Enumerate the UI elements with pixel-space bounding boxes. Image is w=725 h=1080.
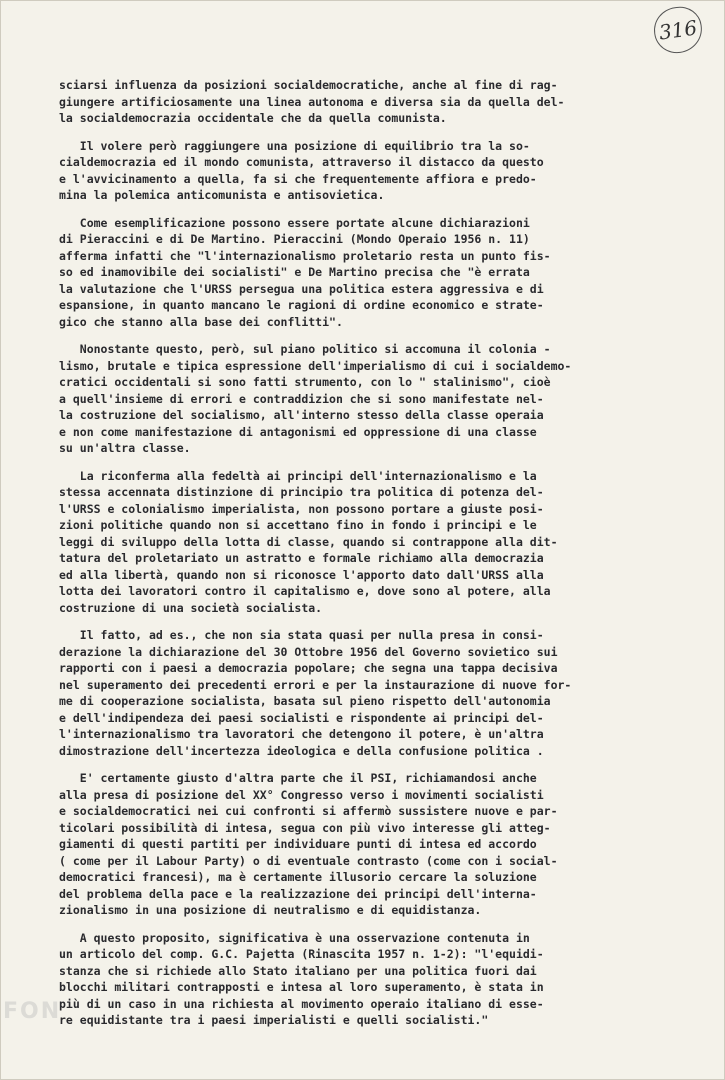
paragraph xyxy=(59,215,699,331)
text-line: stessa accennata distinzione di principio tra politica di potenza del- xyxy=(59,485,544,499)
text-line: so ed inamovibile dei socialisti" e De Martino precisa che "è errata xyxy=(59,265,530,279)
text-line: A questo proposito, significativa è una osservazione contenuta in xyxy=(59,930,530,945)
text-line: derazione la dichiarazione del 30 Ottobre 1956 del Governo sovietico sui xyxy=(59,644,558,659)
text-line: zioni politiche quando non si accettano fino in fondo i principi e le xyxy=(59,518,537,532)
text-line: ticolari possibilità di intesa, segua con più vivo interesse gli atteg- xyxy=(59,820,551,835)
archive-watermark: FON xyxy=(3,999,62,1024)
text-line: La riconferma alla fedeltà ai principi dell'internazionalismo e la xyxy=(59,468,537,483)
text-line: più di un caso in una richiesta al movimento operaio italiano di esse- xyxy=(59,996,544,1011)
text-line: lismo, brutale e tipica espressione dell'imperialismo di cui i socialdemo- xyxy=(59,358,572,373)
text-line: costruzione di una società socialista. xyxy=(59,600,323,615)
text-line: su un'altra classe. xyxy=(59,441,191,455)
text-line: Il fatto, ad es., che non sia stata quasi per nulla presa in consi- xyxy=(59,628,544,642)
text-line: dimostrazione dell'incertezza ideologica e della confusione politica . xyxy=(59,743,544,758)
text-line: cratici occidentali si sono fatti strumento, con lo " stalinismo", cioè xyxy=(59,375,551,389)
text-line: Nonostante questo, però, sul piano politico si accomuna il colonia - xyxy=(59,342,551,356)
paragraph xyxy=(59,77,699,127)
text-line: leggi di sviluppo della lotta di classe, quando si contrappone alla dit- xyxy=(59,534,558,549)
paragraph xyxy=(59,138,699,204)
text-line: l'URSS e colonialismo imperialista, non possono portare a giuste posi- xyxy=(59,501,544,516)
text-line: ( come per il Labour Party) o di eventuale contrasto (come con i social- xyxy=(59,853,558,868)
text-line: democratici francesi), ma è certamente illusorio cercare la soluzione xyxy=(59,870,537,884)
paragraph xyxy=(59,627,699,759)
text-line: zionalismo in una posizione di neutralismo e di equidistanza. xyxy=(59,903,482,917)
paragraph xyxy=(59,930,699,1029)
text-line: mina la polemica anticomunista e antisovietica. xyxy=(59,188,385,202)
paragraph xyxy=(59,468,699,617)
text-line: lotta dei lavoratori contro il capitalismo e, dove sono al potere, alla xyxy=(59,584,551,598)
text-line: e non come manifestazione di antagonismi ed oppressione di una classe xyxy=(59,424,537,439)
text-line: stanza che si richiede allo Stato italiano per una politica fuori dai xyxy=(59,963,537,978)
text-line: tatura del proletariato un astratto e formale richiamo alla democrazia xyxy=(59,551,544,565)
text-line: alla presa di posizione del XX° Congresso verso i movimenti socialisti xyxy=(59,787,544,802)
text-line: un articolo del comp. G.C. Pajetta (Rinascita 1957 n. 1-2): "l'equidi- xyxy=(59,947,544,961)
text-line: sciarsi influenza da posizioni socialdemocratiche, anche al fine di rag- xyxy=(59,78,558,92)
text-line: la socialdemocrazia occidentale che da quella comunista. xyxy=(59,111,447,125)
text-line: e l'avvicinamento a quella, fa si che frequentemente affiora e predo- xyxy=(59,171,537,186)
text-line: di Pieraccini e di De Martino. Pieraccini (Mondo Operaio 1956 n. 11) xyxy=(59,232,530,246)
text-line: cialdemocrazia ed il mondo comunista, attraverso il distacco da questo xyxy=(59,155,544,169)
text-line: l'internazionalismo tra lavoratori che detengono il potere, è un'altra xyxy=(59,727,544,741)
text-line: giungere artificiosamente una linea autonoma e diversa sia da quella del- xyxy=(59,94,565,109)
text-line: a quell'insieme di errori e contraddizion che si sono manifestate nel- xyxy=(59,391,544,406)
text-line: la valutazione che l'URSS persegua una politica estera aggressiva e di xyxy=(59,281,544,296)
text-line: del problema della pace e la realizzazione dei principi dell'interna- xyxy=(59,886,537,901)
text-line: giamenti di questi partiti per individuare punti di intesa ed accordo xyxy=(59,837,537,851)
text-line: rapporti con i paesi a democrazia popolare; che segna una tappa decisiva xyxy=(59,661,558,675)
text-line: e socialdemocratici nei cui confronti si affermò sussistere nuove e par- xyxy=(59,804,558,818)
text-line: e dell'indipendeza dei paesi socialisti e rispondente ai principi del- xyxy=(59,710,544,725)
text-line: blocchi militari contrapposti e intesa al loro superamento, è stata in xyxy=(59,980,544,994)
text-line: E' certamente giusto d'altra parte che il PSI, richiamandosi anche xyxy=(59,771,537,785)
text-line: Il volere però raggiungere una posizione di equilibrio tra la so- xyxy=(59,138,530,153)
paragraph xyxy=(59,770,699,919)
paragraph xyxy=(59,341,699,457)
text-line: ed alla libertà, quando non si riconosce l'apporto dato dall'URSS alla xyxy=(59,567,544,582)
text-line: re equidistante tra i paesi imperialisti e quelli socialisti." xyxy=(59,1013,489,1027)
text-line: espansione, in quanto mancano le ragioni di ordine economico e strate- xyxy=(59,298,544,312)
text-line: afferma infatti che "l'internazionalismo proletario resta un punto fis- xyxy=(59,248,551,263)
text-line: Come esemplificazione possono essere portate alcune dichiarazioni xyxy=(59,215,530,230)
text-line: gico che stanno alla base dei conflitti". xyxy=(59,314,343,329)
text-line: la costruzione del socialismo, all'interno stesso della classe operaia xyxy=(59,408,544,422)
document-body xyxy=(59,77,699,1040)
page-number-stamp: 316 xyxy=(651,4,705,56)
text-line: me di cooperazione socialista, basata sul pieno rispetto dell'autonomia xyxy=(59,694,551,708)
text-line: nel superamento dei precedenti errori e per la instaurazione di nuove for- xyxy=(59,677,572,692)
